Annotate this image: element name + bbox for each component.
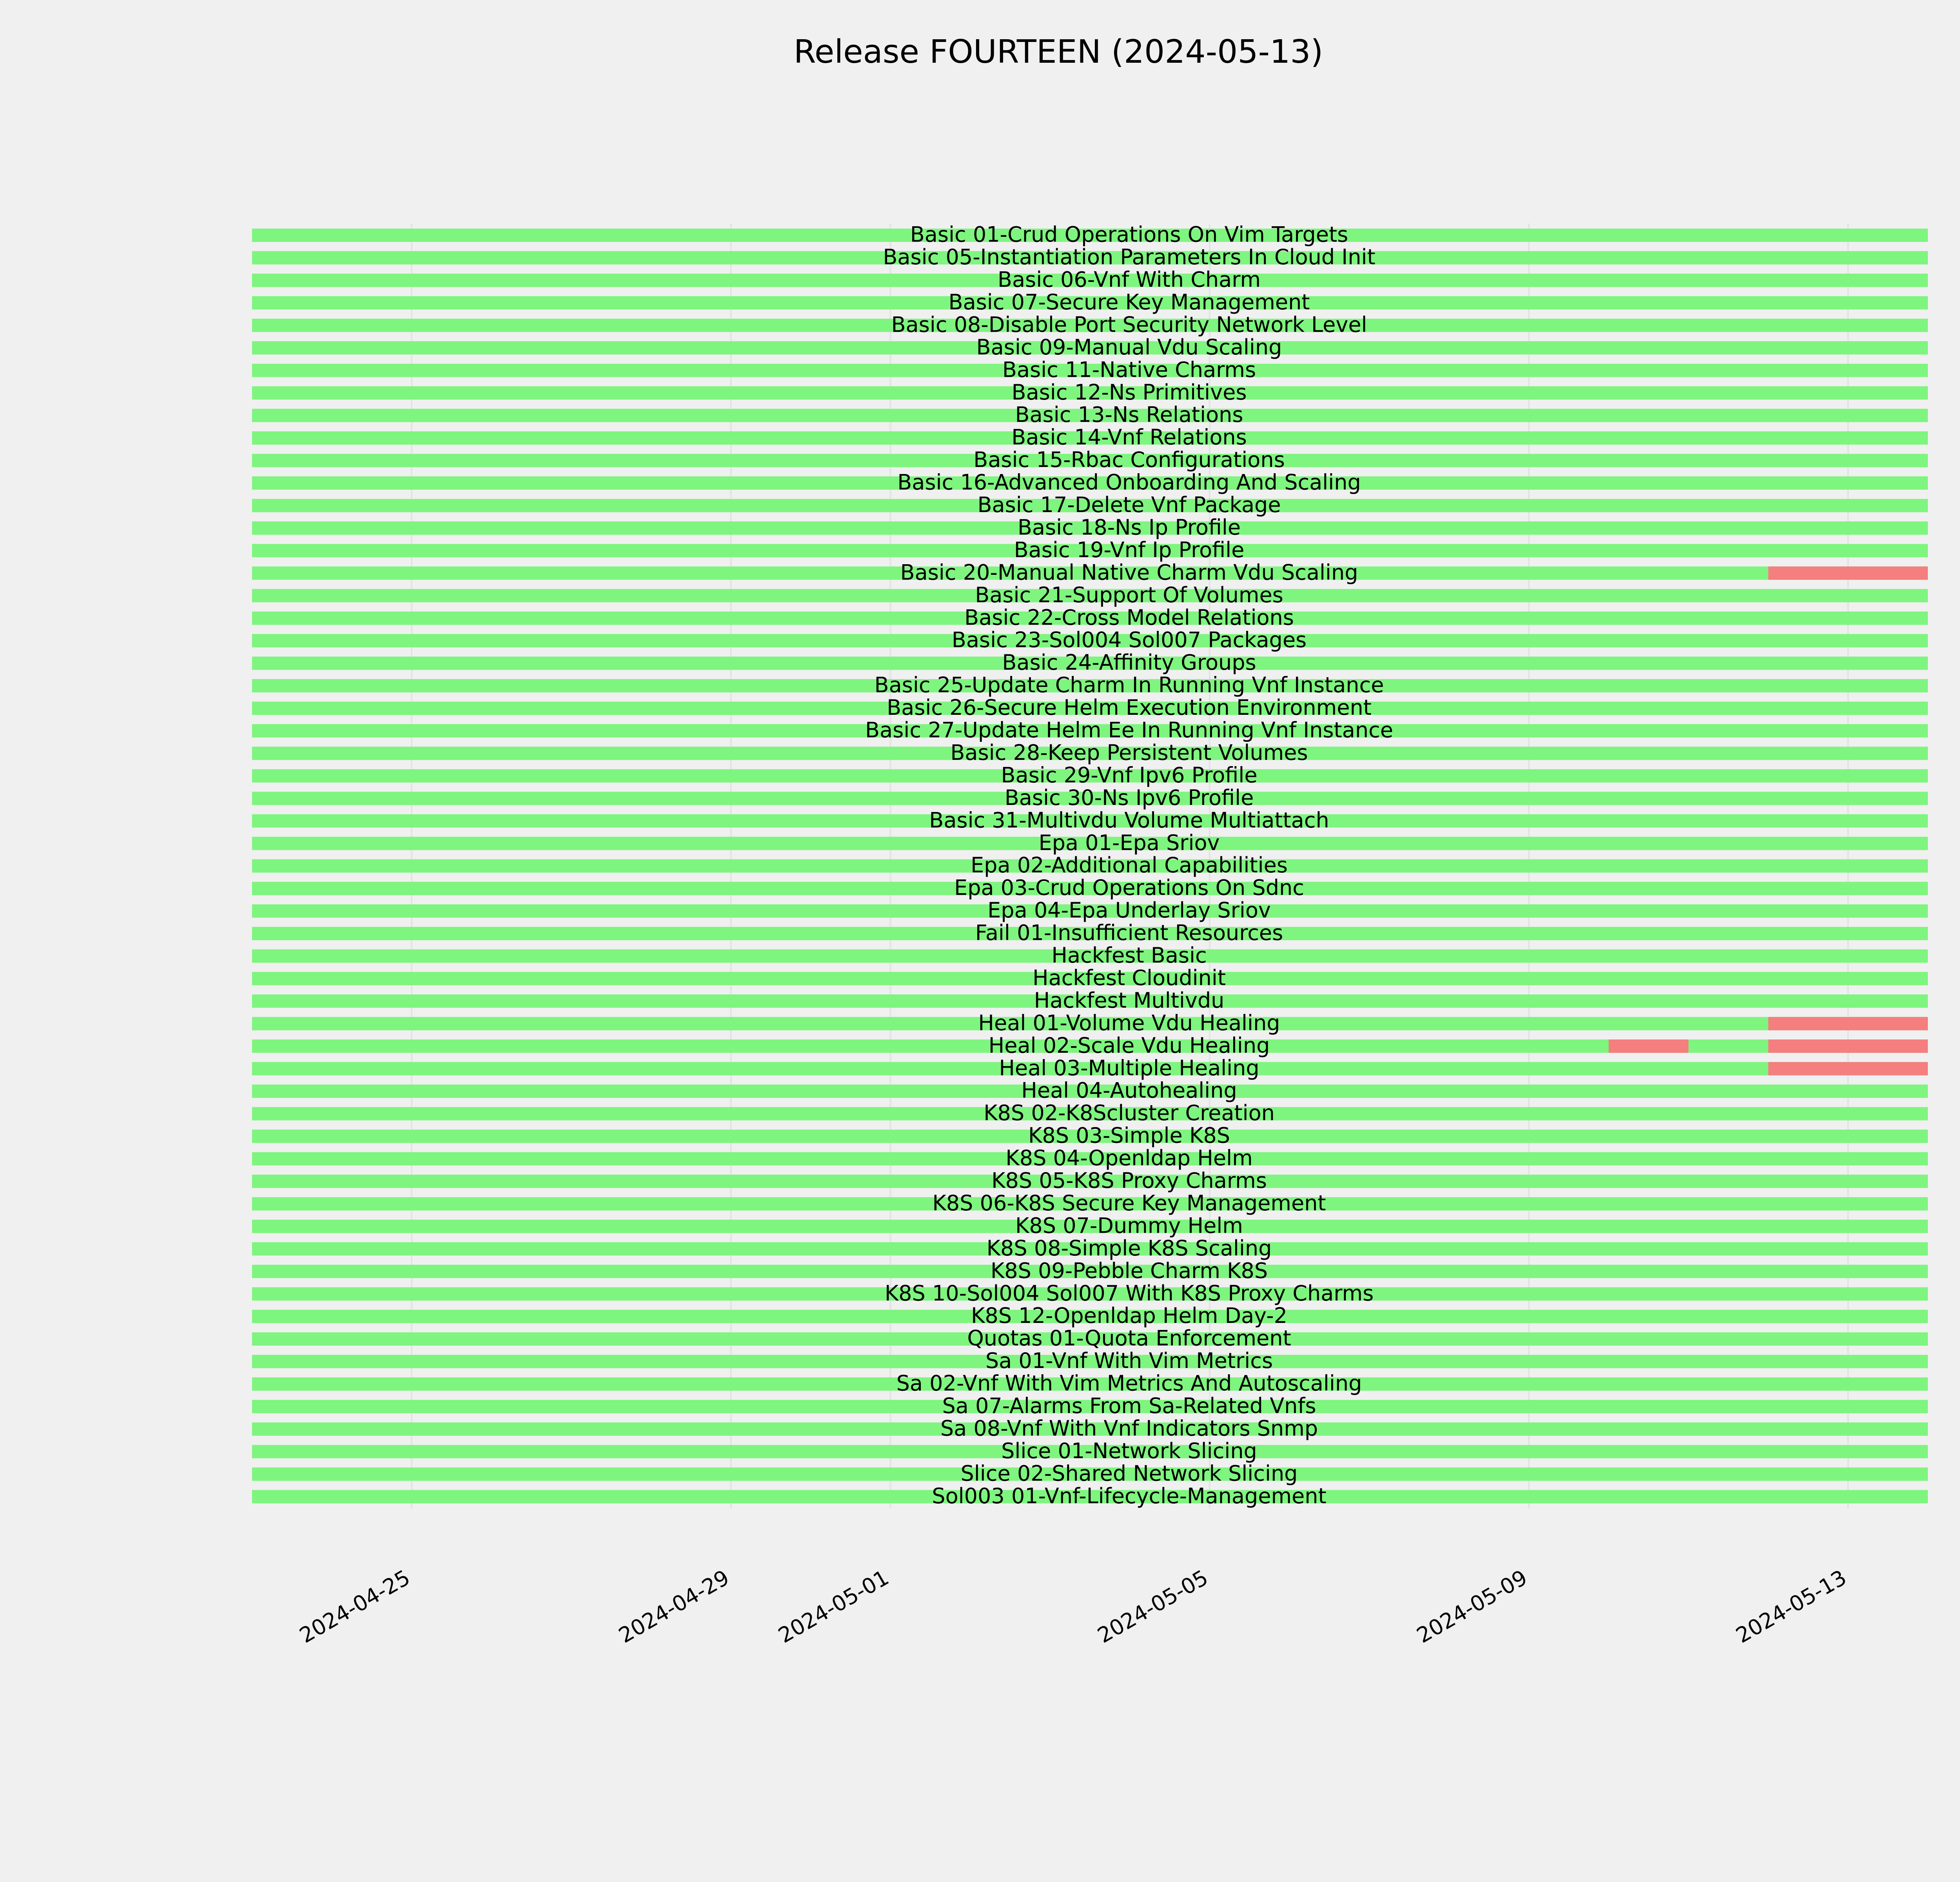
- test-label: Epa 04-Epa Underlay Sriov: [987, 898, 1271, 923]
- test-label: Basic 25-Update Charm In Running Vnf Instance: [874, 672, 1384, 698]
- test-label: K8S 12-Openldap Helm Day-2: [971, 1303, 1288, 1328]
- test-label: Basic 27-Update Helm Ee In Running Vnf Instance: [865, 718, 1393, 743]
- test-label: Basic 22-Cross Model Relations: [964, 605, 1294, 630]
- x-tick-label: 2024-05-01: [774, 1565, 893, 1648]
- test-label: K8S 09-Pebble Charm K8S: [990, 1258, 1268, 1283]
- test-label: Basic 06-Vnf With Charm: [997, 267, 1261, 292]
- test-label: Quotas 01-Quota Enforcement: [967, 1326, 1291, 1351]
- fail-bar: [1768, 1017, 1928, 1030]
- x-tick-label: 2024-04-25: [295, 1565, 414, 1648]
- test-label: Sa 02-Vnf With Vim Metrics And Autoscaling: [896, 1371, 1362, 1396]
- x-tick-label: 2024-04-29: [614, 1565, 733, 1648]
- test-label: Sa 01-Vnf With Vim Metrics: [985, 1348, 1273, 1373]
- test-label: Sa 07-Alarms From Sa-Related Vnfs: [942, 1393, 1316, 1419]
- fail-bar: [1768, 1039, 1928, 1053]
- test-label: K8S 02-K8Scluster Creation: [984, 1101, 1275, 1126]
- test-label: Hackfest Basic: [1051, 943, 1207, 968]
- test-label: Heal 04-Autohealing: [1021, 1078, 1237, 1103]
- test-label: Basic 18-Ns Ip Profile: [1017, 515, 1241, 540]
- test-label: Epa 03-Crud Operations On Sdnc: [954, 875, 1304, 900]
- test-label: Basic 30-Ns Ipv6 Profile: [1004, 785, 1254, 810]
- test-label: Basic 21-Support Of Volumes: [975, 582, 1283, 607]
- test-label: Basic 14-Vnf Relations: [1011, 425, 1247, 450]
- test-label: Basic 09-Manual Vdu Scaling: [976, 334, 1282, 360]
- test-label: Fail 01-Insufficient Resources: [975, 920, 1283, 945]
- test-label: K8S 10-Sol004 Sol007 With K8S Proxy Charms: [884, 1281, 1374, 1306]
- test-label: Basic 17-Delete Vnf Package: [977, 492, 1281, 518]
- test-label: Basic 13-Ns Relations: [1015, 402, 1243, 427]
- test-label: K8S 08-Simple K8S Scaling: [986, 1235, 1272, 1261]
- test-label: Basic 05-Instantiation Parameters In Cloud Init: [883, 245, 1376, 270]
- x-tick-label: 2024-05-09: [1412, 1565, 1532, 1648]
- test-label: K8S 04-Openldap Helm: [1005, 1146, 1253, 1171]
- x-axis-ticks: [295, 1565, 1851, 1648]
- test-label: Basic 28-Keep Persistent Volumes: [950, 740, 1308, 765]
- test-label: K8S 03-Simple K8S: [1028, 1123, 1230, 1148]
- test-label: Heal 03-Multiple Healing: [999, 1055, 1259, 1081]
- test-label: Basic 24-Affinity Groups: [1002, 650, 1256, 675]
- test-label: Slice 01-Network Slicing: [1001, 1438, 1257, 1463]
- x-tick-label: 2024-05-05: [1093, 1565, 1212, 1648]
- test-label: Slice 02-Shared Network Slicing: [960, 1461, 1298, 1486]
- test-label: K8S 07-Dummy Helm: [1015, 1213, 1243, 1238]
- test-label: Hackfest Cloudinit: [1032, 965, 1226, 990]
- fail-bar: [1609, 1039, 1689, 1053]
- test-label: Epa 01-Epa Sriov: [1038, 830, 1220, 855]
- test-label: Sol003 01-Vnf-Lifecycle-Management: [932, 1483, 1327, 1508]
- test-label: Basic 31-Multivdu Volume Multiattach: [929, 808, 1329, 833]
- test-label: Basic 12-Ns Primitives: [1011, 380, 1247, 405]
- test-label: Basic 15-Rbac Configurations: [973, 447, 1285, 472]
- test-label: Basic 19-Vnf Ip Profile: [1014, 537, 1245, 562]
- test-label: Heal 02-Scale Vdu Healing: [988, 1033, 1270, 1058]
- test-label: Basic 16-Advanced Onboarding And Scaling: [897, 470, 1361, 495]
- test-label: Hackfest Multivdu: [1034, 988, 1225, 1013]
- test-label: Basic 07-Secure Key Management: [948, 289, 1310, 314]
- test-label: Heal 01-Volume Vdu Healing: [978, 1010, 1280, 1035]
- test-label: Sa 08-Vnf With Vnf Indicators Snmp: [940, 1416, 1318, 1441]
- fail-bar: [1768, 567, 1928, 580]
- test-label: K8S 05-K8S Proxy Charms: [991, 1168, 1267, 1193]
- test-label: Basic 11-Native Charms: [1002, 357, 1256, 382]
- test-label: Basic 01-Crud Operations On Vim Targets: [910, 222, 1348, 247]
- chart-title: Release FOURTEEN (2024-05-13): [793, 33, 1323, 71]
- test-label: Epa 02-Additional Capabilities: [971, 853, 1288, 878]
- test-label: Basic 29-Vnf Ipv6 Profile: [1001, 763, 1258, 788]
- fail-bar: [1768, 1062, 1928, 1075]
- test-label: Basic 26-Secure Helm Execution Environment: [887, 695, 1372, 720]
- test-label: K8S 06-K8S Secure Key Management: [932, 1190, 1326, 1215]
- test-label: Basic 08-Disable Port Security Network Level: [891, 312, 1367, 337]
- test-label: Basic 23-Sol004 Sol007 Packages: [951, 627, 1307, 652]
- x-tick-label: 2024-05-13: [1731, 1565, 1851, 1648]
- test-label: Basic 20-Manual Native Charm Vdu Scaling: [900, 560, 1358, 585]
